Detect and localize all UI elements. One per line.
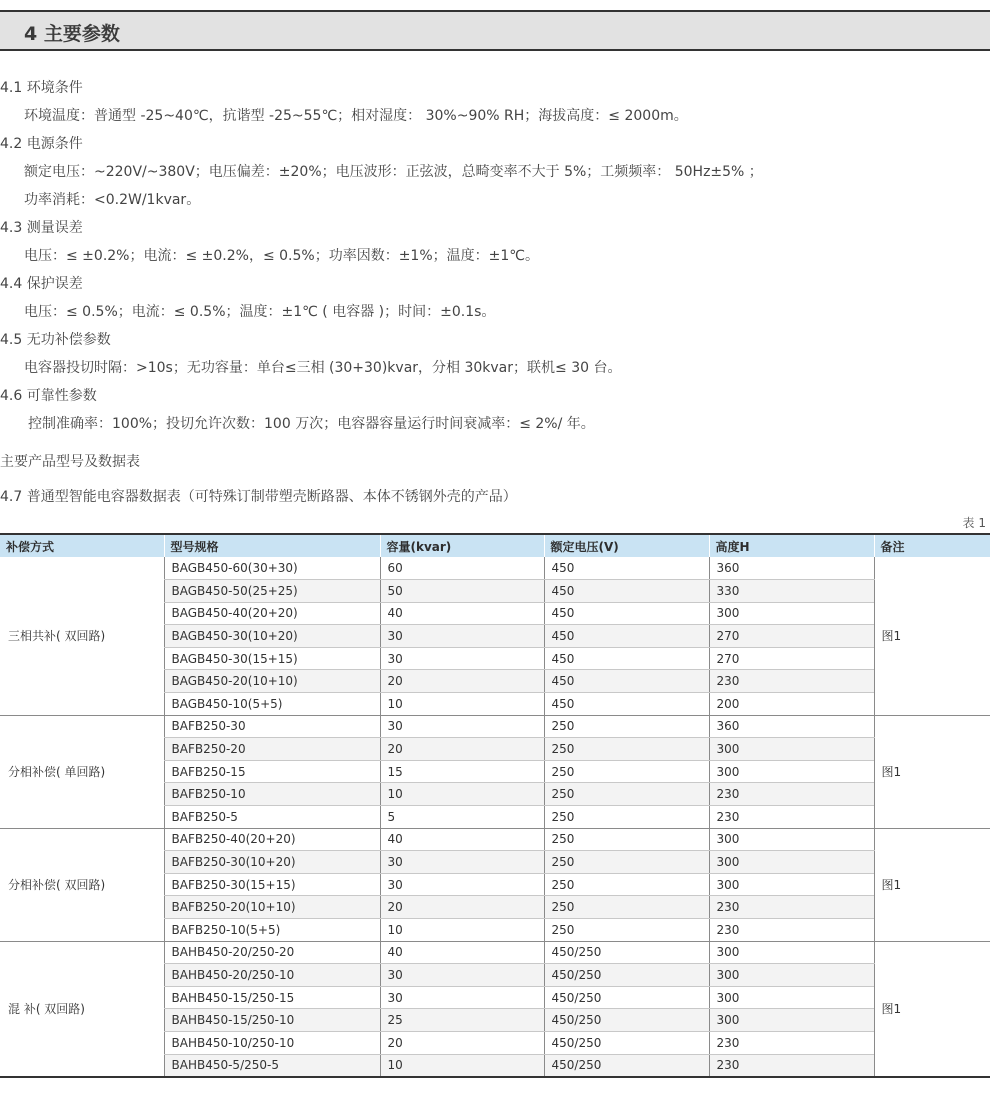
table-caption: 4.7 普通型智能电容器数据表（可特殊订制带塑壳断路器、本体不锈钢外壳的产品） xyxy=(0,489,517,505)
height-cell: 230 xyxy=(709,1031,874,1054)
voltage-cell: 250 xyxy=(544,738,709,761)
voltage-cell: 250 xyxy=(544,896,709,919)
table-row xyxy=(0,941,990,964)
height-cell: 300 xyxy=(709,851,874,874)
voltage-cell: 450 xyxy=(544,602,709,625)
height-cell: 230 xyxy=(709,1054,874,1077)
compensation-method-cell: 分相补偿( 单回路) xyxy=(0,715,164,828)
voltage-cell: 250 xyxy=(544,806,709,829)
height-cell: 300 xyxy=(709,760,874,783)
capacity-cell: 10 xyxy=(380,919,544,942)
model-cell: BAGB450-30(10+20) xyxy=(164,625,380,648)
height-cell: 200 xyxy=(709,693,874,716)
subheading-compensation: 4.5 无功补偿参数 xyxy=(0,332,111,348)
voltage-cell: 450/250 xyxy=(544,964,709,987)
capacity-cell: 30 xyxy=(380,715,544,738)
height-cell: 300 xyxy=(709,602,874,625)
table-row xyxy=(0,557,990,580)
compensation-method-cell: 分相补偿( 双回路) xyxy=(0,828,164,941)
model-cell: BAHB450-20/250-20 xyxy=(164,941,380,964)
model-cell: BAFB250-30(15+15) xyxy=(164,873,380,896)
capacity-cell: 50 xyxy=(380,580,544,603)
model-cell: BAHB450-5/250-5 xyxy=(164,1054,380,1077)
height-cell: 230 xyxy=(709,670,874,693)
voltage-cell: 250 xyxy=(544,715,709,738)
model-cell: BAFB250-40(20+20) xyxy=(164,828,380,851)
subheading-reliability: 4.6 可靠性参数 xyxy=(0,388,97,404)
model-cell: BAGB450-40(20+20) xyxy=(164,602,380,625)
height-cell: 330 xyxy=(709,580,874,603)
model-cell: BAFB250-30 xyxy=(164,715,380,738)
table-row xyxy=(0,828,990,851)
model-cell: BAGB450-10(5+5) xyxy=(164,693,380,716)
capacity-cell: 30 xyxy=(380,647,544,670)
height-cell: 300 xyxy=(709,964,874,987)
protection-text: 电压：≤ 0.5%；电流：≤ 0.5%；温度：±1℃ ( 电容器 )；时间：±0.1s。 xyxy=(24,304,496,320)
environment-text: 环境温度：普通型 -25~40℃，抗谐型 -25~55℃；相对湿度： 30%~90% RH；海拔高度：≤ 2000m。 xyxy=(24,108,688,124)
model-cell: BAFB250-10 xyxy=(164,783,380,806)
model-cell: BAGB450-20(10+10) xyxy=(164,670,380,693)
model-cell: BAFB250-30(10+20) xyxy=(164,851,380,874)
capacity-cell: 30 xyxy=(380,851,544,874)
capacity-cell: 5 xyxy=(380,806,544,829)
model-cell: BAFB250-15 xyxy=(164,760,380,783)
height-cell: 300 xyxy=(709,941,874,964)
height-cell: 300 xyxy=(709,873,874,896)
voltage-cell: 450 xyxy=(544,580,709,603)
voltage-cell: 450/250 xyxy=(544,1009,709,1032)
height-cell: 270 xyxy=(709,647,874,670)
height-cell: 300 xyxy=(709,738,874,761)
compensation-method-cell: 三相共补( 双回路) xyxy=(0,557,164,715)
capacity-cell: 25 xyxy=(380,1009,544,1032)
model-cell: BAFB250-20(10+10) xyxy=(164,896,380,919)
voltage-cell: 450 xyxy=(544,625,709,648)
table-number: 表 1 xyxy=(962,516,986,530)
header-model: 型号规格 xyxy=(164,534,380,557)
voltage-cell: 450/250 xyxy=(544,1031,709,1054)
section-header xyxy=(0,10,990,51)
capacity-cell: 20 xyxy=(380,896,544,919)
note-cell: 图1 xyxy=(874,941,990,1077)
voltage-cell: 450/250 xyxy=(544,941,709,964)
header-note: 备注 xyxy=(874,534,990,557)
voltage-cell: 450/250 xyxy=(544,1054,709,1077)
header-voltage: 额定电压(V) xyxy=(544,534,709,557)
header-capacity: 容量(kvar) xyxy=(380,534,544,557)
voltage-cell: 250 xyxy=(544,783,709,806)
model-cell: BAFB250-10(5+5) xyxy=(164,919,380,942)
height-cell: 270 xyxy=(709,625,874,648)
capacity-cell: 15 xyxy=(380,760,544,783)
capacity-cell: 40 xyxy=(380,602,544,625)
height-cell: 360 xyxy=(709,557,874,580)
voltage-cell: 250 xyxy=(544,919,709,942)
voltage-cell: 450/250 xyxy=(544,986,709,1009)
height-cell: 300 xyxy=(709,986,874,1009)
voltage-cell: 250 xyxy=(544,828,709,851)
capacity-cell: 30 xyxy=(380,873,544,896)
voltage-cell: 450 xyxy=(544,693,709,716)
height-cell: 230 xyxy=(709,806,874,829)
capacity-cell: 10 xyxy=(380,1054,544,1077)
capacity-cell: 30 xyxy=(380,964,544,987)
voltage-cell: 450 xyxy=(544,557,709,580)
model-cell: BAHB450-20/250-10 xyxy=(164,964,380,987)
voltage-cell: 250 xyxy=(544,873,709,896)
capacity-cell: 10 xyxy=(380,783,544,806)
section-title: 4 主要参数 xyxy=(24,23,120,45)
header-method: 补偿方式 xyxy=(0,534,164,557)
capacity-cell: 10 xyxy=(380,693,544,716)
voltage-cell: 250 xyxy=(544,760,709,783)
model-cell: BAGB450-50(25+25) xyxy=(164,580,380,603)
subheading-environment: 4.1 环境条件 xyxy=(0,80,83,96)
voltage-cell: 450 xyxy=(544,670,709,693)
header-height: 高度H xyxy=(709,534,874,557)
subheading-power: 4.2 电源条件 xyxy=(0,136,83,152)
model-cell: BAHB450-15/250-15 xyxy=(164,986,380,1009)
note-cell: 图1 xyxy=(874,828,990,941)
measurement-text: 电压：≤ ±0.2%；电流：≤ ±0.2%，≤ 0.5%；功率因数：±1%；温度：±1℃。 xyxy=(24,248,540,264)
model-cell: BAFB250-5 xyxy=(164,806,380,829)
capacity-cell: 30 xyxy=(380,625,544,648)
power-consumption-text: 功率消耗：<0.2W/1kvar。 xyxy=(24,192,201,208)
capacity-cell: 30 xyxy=(380,986,544,1009)
voltage-cell: 450 xyxy=(544,647,709,670)
voltage-cell: 250 xyxy=(544,851,709,874)
capacitor-data-table xyxy=(0,533,990,1078)
subheading-measurement: 4.3 测量误差 xyxy=(0,220,83,236)
height-cell: 300 xyxy=(709,828,874,851)
capacity-cell: 20 xyxy=(380,670,544,693)
power-text: 额定电压：~220V/~380V；电压偏差：±20%；电压波形：正弦波，总畸变率不大于 5%；工频频率： 50Hz±5% ； xyxy=(24,164,763,180)
product-heading: 主要产品型号及数据表 xyxy=(0,454,140,470)
compensation-method-cell: 混 补( 双回路) xyxy=(0,941,164,1077)
model-cell: BAGB450-60(30+30) xyxy=(164,557,380,580)
reliability-text: 控制准确率：100%；投切允许次数：100 万次；电容器容量运行时间衰减率：≤ 2%/ 年。 xyxy=(28,416,595,432)
subheading-protection: 4.4 保护误差 xyxy=(0,276,83,292)
height-cell: 360 xyxy=(709,715,874,738)
table-header-row xyxy=(0,534,990,557)
capacity-cell: 40 xyxy=(380,828,544,851)
height-cell: 230 xyxy=(709,783,874,806)
model-cell: BAHB450-10/250-10 xyxy=(164,1031,380,1054)
model-cell: BAHB450-15/250-10 xyxy=(164,1009,380,1032)
capacity-cell: 20 xyxy=(380,1031,544,1054)
model-cell: BAFB250-20 xyxy=(164,738,380,761)
note-cell: 图1 xyxy=(874,557,990,715)
compensation-text: 电容器投切时隔：>10s；无功容量：单台≤三相 (30+30)kvar，分相 30kvar；联机≤ 30 台。 xyxy=(24,360,622,376)
height-cell: 230 xyxy=(709,896,874,919)
note-cell: 图1 xyxy=(874,715,990,828)
capacity-cell: 60 xyxy=(380,557,544,580)
height-cell: 230 xyxy=(709,919,874,942)
height-cell: 300 xyxy=(709,1009,874,1032)
capacity-cell: 40 xyxy=(380,941,544,964)
capacity-cell: 20 xyxy=(380,738,544,761)
table-row xyxy=(0,715,990,738)
model-cell: BAGB450-30(15+15) xyxy=(164,647,380,670)
